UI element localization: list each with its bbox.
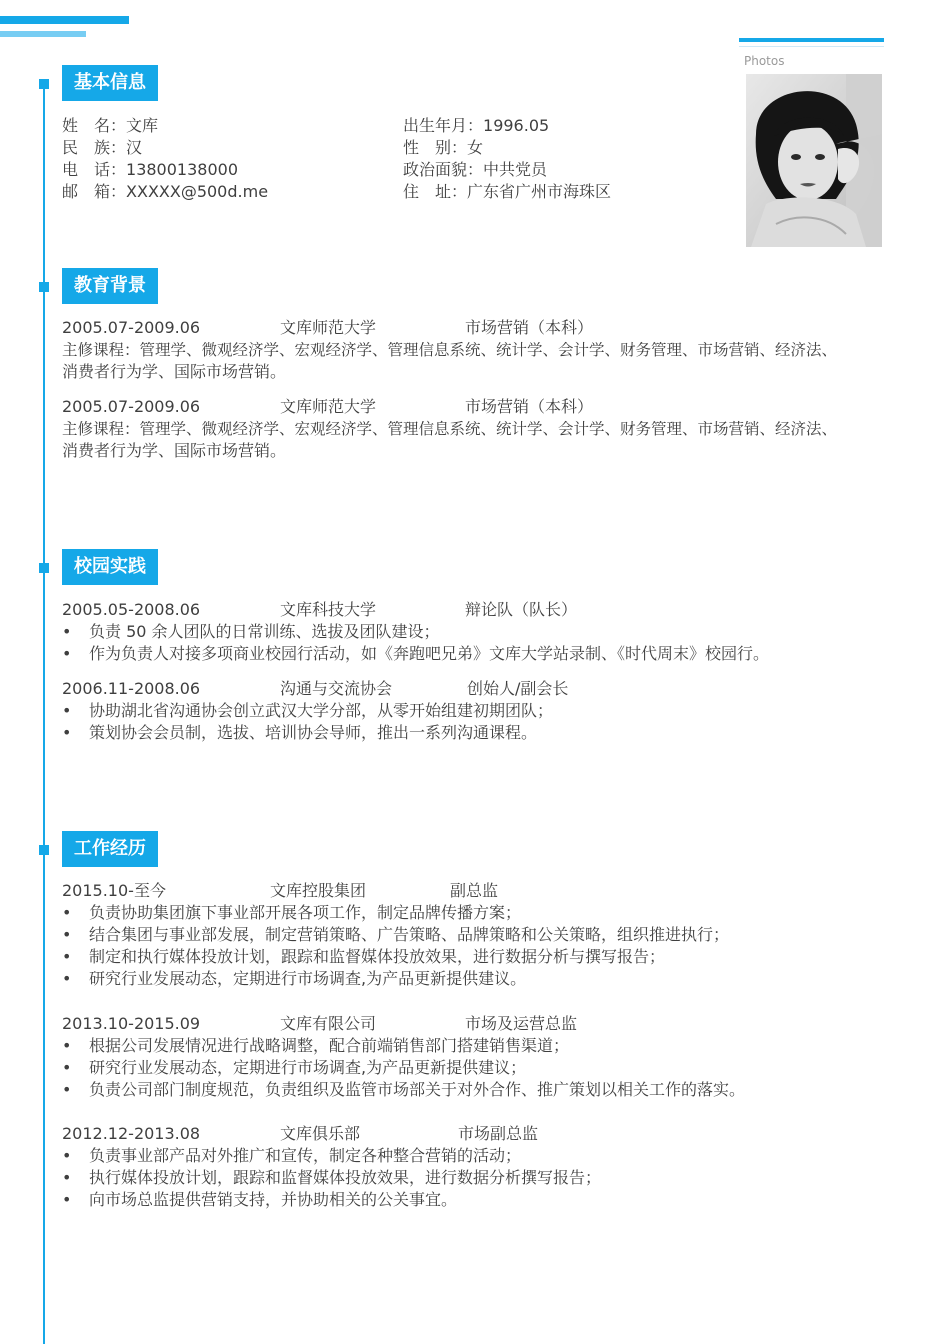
work-period: 2012.12-2013.08 <box>62 1124 201 1143</box>
info-address <box>403 181 611 203</box>
list-item <box>62 1035 569 1057</box>
header-accent-bar <box>0 16 129 24</box>
info-value: 广东省广州市海珠区 <box>467 182 612 201</box>
list-item <box>62 946 665 968</box>
list-item-text: 根据公司发展情况进行战略调整，配合前端销售部门搭建销售渠道； <box>89 1036 570 1055</box>
work-role: 副总监 <box>450 881 499 900</box>
info-name <box>62 115 158 137</box>
work-role: 市场及运营总监 <box>465 1014 578 1033</box>
bullet-icon: • <box>62 1036 72 1055</box>
info-label: 邮 箱： <box>62 182 127 201</box>
list-item <box>62 968 526 990</box>
bullet-icon: • <box>62 1168 72 1187</box>
timeline-line <box>43 84 45 1344</box>
bullet-icon: • <box>62 701 72 720</box>
edu-period: 2005.07-2009.06 <box>62 397 201 416</box>
info-political <box>403 159 547 181</box>
info-phone <box>62 159 238 181</box>
info-value: 汉 <box>126 138 143 157</box>
list-item-text: 制定和执行媒体投放计划，跟踪和监督媒体投放效果，进行数据分析与撰写报告； <box>89 947 666 966</box>
edu-courses-cont: 消费者行为学、国际市场营销。 <box>62 441 287 460</box>
section-title-education: 教育背景 <box>62 268 158 304</box>
bullet-icon: • <box>62 1146 72 1165</box>
list-item <box>62 1167 601 1189</box>
info-value: XXXXX@500d.me <box>126 182 269 201</box>
info-value: 1996.05 <box>483 116 550 135</box>
edu-period: 2005.07-2009.06 <box>62 318 201 337</box>
edu-courses: 主修课程：管理学、微观经济学、宏观经济学、管理信息系统、统计学、会计学、财务管理、市场营销、经济法、 <box>62 341 838 359</box>
bullet-icon: • <box>62 903 72 922</box>
bullet-icon: • <box>62 947 72 966</box>
work-org: 文库俱乐部 <box>280 1124 361 1143</box>
info-value: 文库 <box>126 116 159 135</box>
campus-role: 创始人/副会长 <box>467 679 569 698</box>
photo-label: Photos <box>744 54 785 68</box>
info-label: 性 别： <box>403 138 468 157</box>
work-period: 2015.10-至今 <box>62 881 166 900</box>
list-item <box>62 1189 457 1211</box>
bullet-icon: • <box>62 925 72 944</box>
info-value: 中共党员 <box>483 160 548 179</box>
edu-major: 市场营销（本科） <box>465 318 594 337</box>
list-item-text: 负责事业部产品对外推广和宣传，制定各种整合营销的活动； <box>89 1146 522 1165</box>
info-gender <box>403 137 483 159</box>
bullet-icon: • <box>62 622 72 641</box>
edu-school: 文库师范大学 <box>280 397 377 416</box>
edu-courses: 主修课程：管理学、微观经济学、宏观经济学、管理信息系统、统计学、会计学、财务管理、市场营销、经济法、 <box>62 420 838 438</box>
work-period: 2013.10-2015.09 <box>62 1014 201 1033</box>
list-item-text: 研究行业发展动态，定期进行市场调查,为产品更新提供建议； <box>89 1058 527 1077</box>
photo-accent-line <box>739 46 884 47</box>
bullet-icon: • <box>62 969 72 988</box>
section-title-campus: 校园实践 <box>62 549 158 585</box>
bullet-icon: • <box>62 1190 72 1209</box>
list-item-text: 作为负责人对接多项商业校园行活动，如《奔跑吧兄弟》文库大学站录制、《时代周末》校园行。 <box>89 644 770 663</box>
info-label: 出生年月： <box>403 116 484 135</box>
list-item-text: 负责 50 余人团队的日常训练、选拔及团队建设； <box>89 622 440 641</box>
campus-role: 辩论队（队长） <box>465 600 578 619</box>
info-label: 电 话： <box>62 160 127 179</box>
campus-org: 沟通与交流协会 <box>280 679 393 698</box>
info-label: 民 族： <box>62 138 127 157</box>
list-item-text: 执行媒体投放计划，跟踪和监督媒体投放效果，进行数据分析撰写报告； <box>89 1168 602 1187</box>
bullet-icon: • <box>62 723 72 742</box>
section-title-basic-info: 基本信息 <box>62 65 158 101</box>
edu-major: 市场营销（本科） <box>465 397 594 416</box>
info-email <box>62 181 268 203</box>
list-item <box>62 1057 526 1079</box>
portrait-image <box>746 74 882 247</box>
header-accent-bar-secondary <box>0 31 86 37</box>
campus-period: 2005.05-2008.06 <box>62 600 201 619</box>
work-role: 市场副总监 <box>458 1124 539 1143</box>
info-label: 姓 名： <box>62 116 127 135</box>
info-value: 13800138000 <box>126 160 238 179</box>
list-item <box>62 722 537 744</box>
list-item <box>62 902 521 924</box>
list-item <box>62 1145 521 1167</box>
bullet-icon: • <box>62 1080 72 1099</box>
campus-org: 文库科技大学 <box>280 600 377 619</box>
list-item-text: 研究行业发展动态，定期进行市场调查,为产品更新提供建议。 <box>89 969 527 988</box>
list-item <box>62 1079 745 1101</box>
list-item <box>62 643 769 665</box>
list-item <box>62 924 729 946</box>
list-item-text: 策划协会会员制，选拔、培训协会导师，推出一系列沟通课程。 <box>89 723 538 742</box>
profile-photo <box>746 74 882 247</box>
edu-school: 文库师范大学 <box>280 318 377 337</box>
work-org: 文库控股集团 <box>270 881 367 900</box>
photo-accent-bar <box>739 38 884 42</box>
list-item <box>62 700 553 722</box>
section-marker-basic <box>39 79 49 89</box>
section-marker-education <box>39 282 49 292</box>
edu-courses-cont: 消费者行为学、国际市场营销。 <box>62 362 287 381</box>
bullet-icon: • <box>62 1058 72 1077</box>
section-marker-campus <box>39 563 49 573</box>
list-item-text: 负责协助集团旗下事业部开展各项工作，制定品牌传播方案； <box>89 903 522 922</box>
section-marker-work <box>39 845 49 855</box>
info-label: 政治面貌： <box>403 160 484 179</box>
list-item-text: 协助湖北省沟通协会创立武汉大学分部，从零开始组建初期团队； <box>89 701 554 720</box>
info-label: 住 址： <box>403 182 468 201</box>
info-ethnicity <box>62 137 142 159</box>
list-item <box>62 621 440 643</box>
info-value: 女 <box>467 138 484 157</box>
work-org: 文库有限公司 <box>280 1014 377 1033</box>
info-birth <box>403 115 549 137</box>
list-item-text: 负责公司部门制度规范，负责组织及监管市场部关于对外合作、推广策划以相关工作的落实。 <box>89 1080 746 1099</box>
bullet-icon: • <box>62 644 72 663</box>
list-item-text: 结合集团与事业部发展，制定营销策略、广告策略、品牌策略和公关策略，组织推进执行； <box>89 925 730 944</box>
section-title-work: 工作经历 <box>62 831 158 867</box>
list-item-text: 向市场总监提供营销支持，并协助相关的公关事宜。 <box>89 1190 458 1209</box>
campus-period: 2006.11-2008.06 <box>62 679 201 698</box>
